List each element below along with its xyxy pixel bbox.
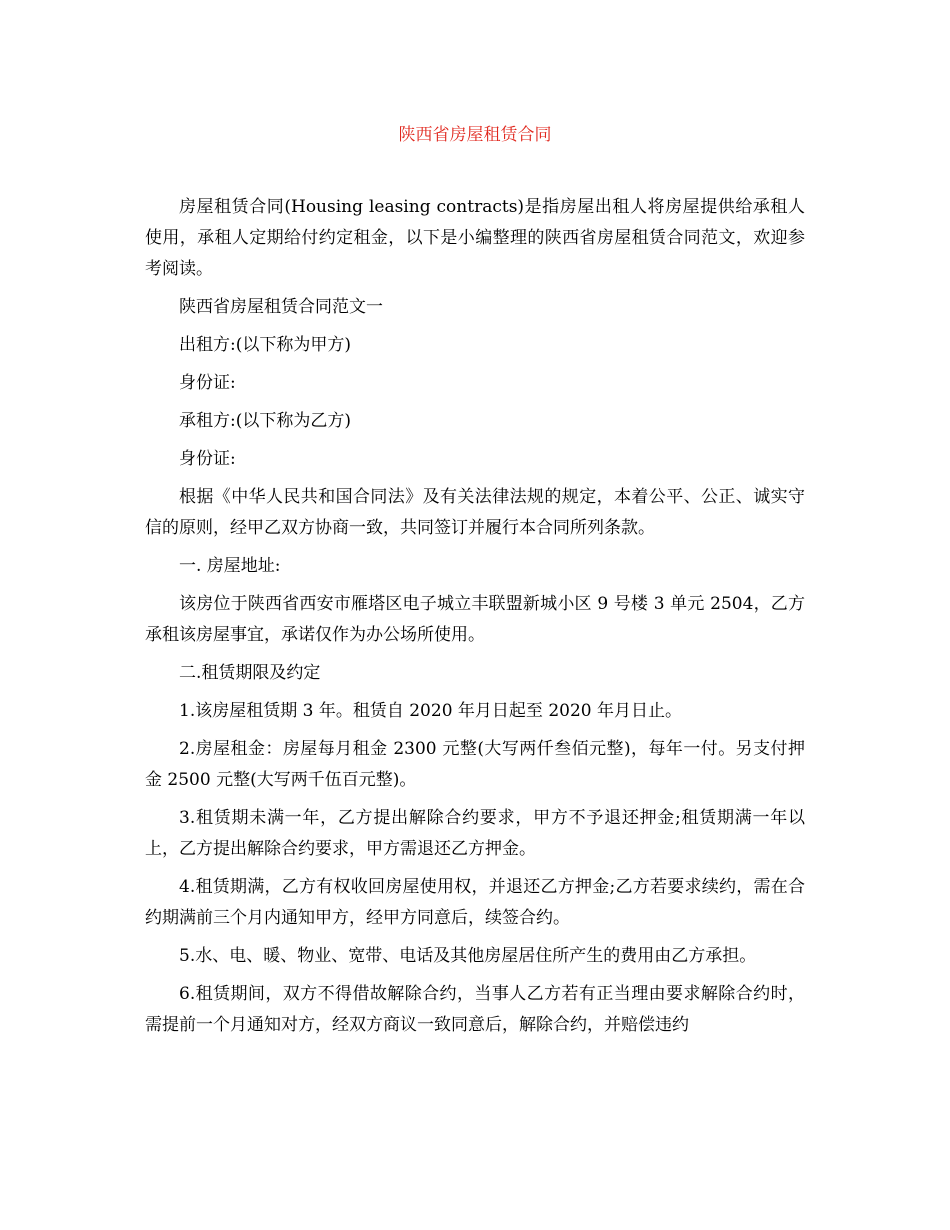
lessee-id-line: 身份证: — [179, 449, 236, 469]
term-item-1: 1.该房屋租赁期 3 年。租赁自 2020 年月日起至 2020 年月日止。 — [179, 701, 682, 721]
lessor-id-line: 身份证: — [179, 373, 236, 393]
clause-heading-address: 一. 房屋地址: — [179, 556, 281, 576]
term-item-6: 6.租赁期间，双方不得借故解除合约，当事人乙方若有正当理由要求解除合约时，需提前一个月通知对方，经双方商议一致同意后，解除合约，并赔偿违约 — [145, 984, 805, 1035]
clause-heading-term: 二.租赁期限及约定 — [179, 663, 321, 683]
address-paragraph: 该房位于陕西省西安市雁塔区电子城立丰联盟新城小区 9 号楼 3 单元 2504，乙方承租该房屋事宜，承诺仅作为办公场所使用。 — [145, 594, 805, 645]
document-body — [145, 192, 805, 1048]
term-item-5: 5.水、电、暖、物业、宽带、电话及其他房屋居住所产生的费用由乙方承担。 — [179, 946, 757, 966]
term-item-4: 4.租赁期满，乙方有权收回房屋使用权，并退还乙方押金;乙方若要求续约，需在合约期满前三个月内通知甲方，经甲方同意后，续签合约。 — [145, 877, 805, 928]
lessor-line: 出租方:(以下称为甲方) — [179, 335, 351, 355]
term-item-3: 3.租赁期未满一年，乙方提出解除合约要求，甲方不予退还押金;租赁期满一年以上，乙方提出解除合约要求，甲方需退还乙方押金。 — [145, 808, 805, 859]
lessee-line: 承租方:(以下称为乙方) — [179, 411, 351, 431]
preamble-paragraph: 根据《中华人民共和国合同法》及有关法律法规的规定，本着公平、公正、诚实守信的原则，经甲乙双方协商一致，共同签订并履行本合同所列条款。 — [145, 487, 805, 538]
section-heading-sample-one: 陕西省房屋租赁合同范文一 — [179, 297, 383, 317]
intro-paragraph: 房屋租赁合同(Housing leasing contracts)是指房屋出租人将房屋提供给承租人使用，承租人定期给付约定租金，以下是小编整理的陕西省房屋租赁合同范文，欢迎参考阅读。 — [145, 197, 805, 279]
term-item-2: 2.房屋租金：房屋每月租金 2300 元整(大写两仟叁佰元整)，每年一付。另支付押金 2500 元整(大写两千伍百元整)。 — [145, 739, 805, 790]
document-title: 陕西省房屋租赁合同 — [398, 125, 552, 145]
